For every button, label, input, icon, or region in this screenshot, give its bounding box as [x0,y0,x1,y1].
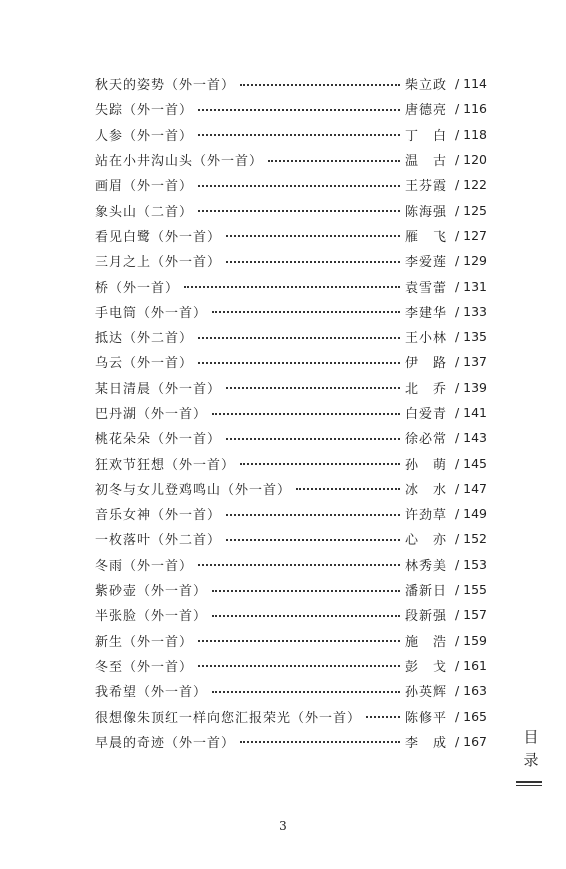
toc-entry-page: / 149 [454,506,487,522]
toc-entry-page: / 161 [454,657,487,673]
toc-entry[interactable] [95,273,487,298]
toc-entry[interactable] [95,425,487,450]
toc-entry[interactable] [95,450,487,475]
toc-entry-author: 李建华 [404,305,447,321]
toc-entry-page: / 131 [454,278,487,294]
toc-entry-title: 手电筒（外一首） [95,305,208,321]
dot-leader [240,463,400,465]
toc-entry-page: / 127 [454,227,487,243]
toc-entry-author: 施 浩 [404,634,447,650]
dot-leader [198,640,400,642]
toc-entry-page: / 167 [454,733,487,749]
toc-entry[interactable] [95,653,487,678]
dot-leader [198,362,400,364]
dot-leader [226,387,400,389]
toc-entry[interactable] [95,602,487,627]
toc-entry-author: 彭 戈 [404,659,447,675]
dot-leader [226,514,400,516]
toc-entry-author: 许劲草 [404,508,447,524]
toc-entry-author: 唐德亮 [404,103,447,119]
toc-entry-page: / 165 [454,708,487,724]
toc-entry-author: 白爱青 [404,407,447,422]
toc-entry-title: 很想像朱顶红一样向您汇报荣光（外一首） [95,710,362,726]
toc-entry-author: 王芬霞 [404,179,447,195]
toc-entry[interactable] [95,577,487,602]
dot-leader [226,235,400,237]
toc-entry-title: 失踪（外一首） [95,103,194,119]
toc-entry-page: / 147 [454,480,487,496]
toc-entry-title: 一枚落叶（外二首） [95,533,222,549]
toc-entry-title: 冬至（外一首） [95,659,194,675]
toc-entry[interactable] [95,501,487,526]
toc-entry-author: 徐必常 [404,432,447,448]
dot-leader [240,741,400,743]
toc-entry[interactable] [95,147,487,172]
toc-entry-title: 秋天的姿势（外一首） [95,78,236,94]
dot-leader [226,261,400,263]
toc-entry[interactable] [95,324,487,349]
toc-entry-title: 看见白鹭（外一首） [95,229,222,245]
toc-entry[interactable] [95,400,487,425]
toc-entry-page: / 141 [454,405,487,420]
toc-entry-title: 桥（外一首） [95,280,180,296]
toc-entry-page: / 163 [454,683,487,699]
dot-leader [212,615,400,617]
dot-leader [198,564,400,566]
dot-leader [226,438,400,440]
toc-entry-title: 我希望（外一首） [95,685,208,701]
dot-leader [198,665,400,667]
toc-entry-author: 李 成 [404,735,447,751]
toc-entry-author: 孙 萌 [404,457,447,473]
toc-entry-author: 袁雪蕾 [404,280,447,296]
toc-entry[interactable] [95,248,487,273]
toc-entry-title: 紫砂壶（外一首） [95,584,208,600]
toc-entry[interactable] [95,197,487,222]
toc-entry-page: / 145 [454,455,487,471]
toc-entry[interactable] [95,349,487,374]
toc-entry-page: / 159 [454,632,487,648]
toc-entry-page: / 122 [454,177,487,193]
toc-entry-page: / 116 [454,101,487,117]
toc-entry[interactable] [95,678,487,703]
toc-entry-title: 音乐女神（外一首） [95,508,222,524]
toc-entry-page: / 137 [454,354,487,370]
toc-entry-title: 桃花朵朵（外一首） [95,432,222,448]
toc-entry[interactable] [95,729,487,754]
toc-entry-author: 段新强 [404,609,447,625]
toc-entry-page: / 133 [454,303,487,319]
toc-entry-author: 丁 白 [404,128,447,144]
toc-entry-title: 站在小井沟山头（外一首） [95,154,264,170]
toc-entry-page: / 114 [454,76,487,92]
toc-entry-title: 象头山（二首） [95,204,194,220]
toc-entry-page: / 143 [454,430,487,446]
toc-entry[interactable] [95,71,487,96]
toc-entry-author: 林秀美 [404,558,447,574]
toc-entry-author: 伊 路 [404,356,447,372]
toc-entry-title: 抵达（外二首） [95,331,194,347]
toc-entry-author: 柴立政 [404,78,447,94]
toc-entry-page: / 118 [454,126,487,142]
dot-leader [198,185,400,187]
toc-entry-title: 早晨的奇迹（外一首） [95,735,236,751]
section-label [518,726,544,772]
toc-entry-title: 画眉（外一首） [95,179,194,195]
toc-entry-title: 某日清晨（外一首） [95,381,222,397]
toc-entry-author: 雁 飞 [404,229,447,245]
toc-entry[interactable] [95,628,487,653]
dot-leader [212,311,400,313]
toc-entry-title: 冬雨（外一首） [95,558,194,574]
dot-leader [212,691,400,693]
dot-leader [198,337,400,339]
dot-leader [212,413,400,415]
toc-entry-author: 潘新日 [404,584,447,600]
dot-leader [198,210,400,212]
toc-entry[interactable] [95,476,487,501]
dot-leader [226,539,400,541]
dot-leader [198,134,400,136]
toc-entry[interactable] [95,552,487,577]
dot-leader [240,84,400,86]
toc-entry-page: / 135 [454,329,487,345]
toc-entry-author: 孙英辉 [404,685,447,701]
toc-entry-author: 陈修平 [404,710,447,726]
toc-entry-page: / 153 [454,556,487,572]
toc-entry[interactable] [95,375,487,400]
toc-entry[interactable] [95,172,487,197]
toc-entry-author: 冰 水 [404,482,447,498]
toc-entry-title: 新生（外一首） [95,634,194,650]
toc-entry-title: 狂欢节狂想（外一首） [95,457,236,473]
toc-entry[interactable] [95,299,487,324]
table-of-contents [95,71,487,754]
dot-leader [268,160,400,162]
toc-entry[interactable] [95,122,487,147]
toc-entry-author: 北 乔 [404,381,447,397]
toc-entry-page: / 129 [454,253,487,269]
section-label-char: 录 [523,751,539,769]
section-label-char: 目 [523,728,539,746]
toc-entry-title: 巴丹湖（外一首） [95,407,208,422]
toc-entry-title: 三月之上（外一首） [95,255,222,271]
section-rule [516,781,542,783]
toc-entry-title: 人参（外一首） [95,128,194,144]
toc-entry-title: 初冬与女儿登鸡鸣山（外一首） [95,482,292,498]
toc-entry[interactable] [95,223,487,248]
toc-entry-title: 半张脸（外一首） [95,609,208,625]
dot-leader [198,109,400,111]
toc-entry-page: / 152 [454,531,487,547]
toc-entry-author: 王小林 [404,331,447,347]
dot-leader [212,590,400,592]
toc-entry-page: / 139 [454,379,487,395]
toc-entry[interactable] [95,96,487,121]
dot-leader [296,488,400,490]
toc-entry[interactable] [95,526,487,551]
toc-entry[interactable] [95,703,487,728]
page-number: 3 [279,819,287,833]
toc-entry-page: / 120 [454,152,487,168]
dot-leader [184,286,400,288]
section-rule [516,785,542,786]
toc-entry-author: 心 亦 [404,533,447,549]
dot-leader [366,716,400,718]
toc-entry-author: 李爱莲 [404,255,447,271]
toc-entry-author: 温 古 [404,154,447,170]
toc-entry-title: 乌云（外一首） [95,356,194,372]
toc-entry-page: / 155 [454,582,487,598]
toc-entry-page: / 157 [454,607,487,623]
toc-entry-page: / 125 [454,202,487,218]
toc-entry-author: 陈海强 [404,204,447,220]
